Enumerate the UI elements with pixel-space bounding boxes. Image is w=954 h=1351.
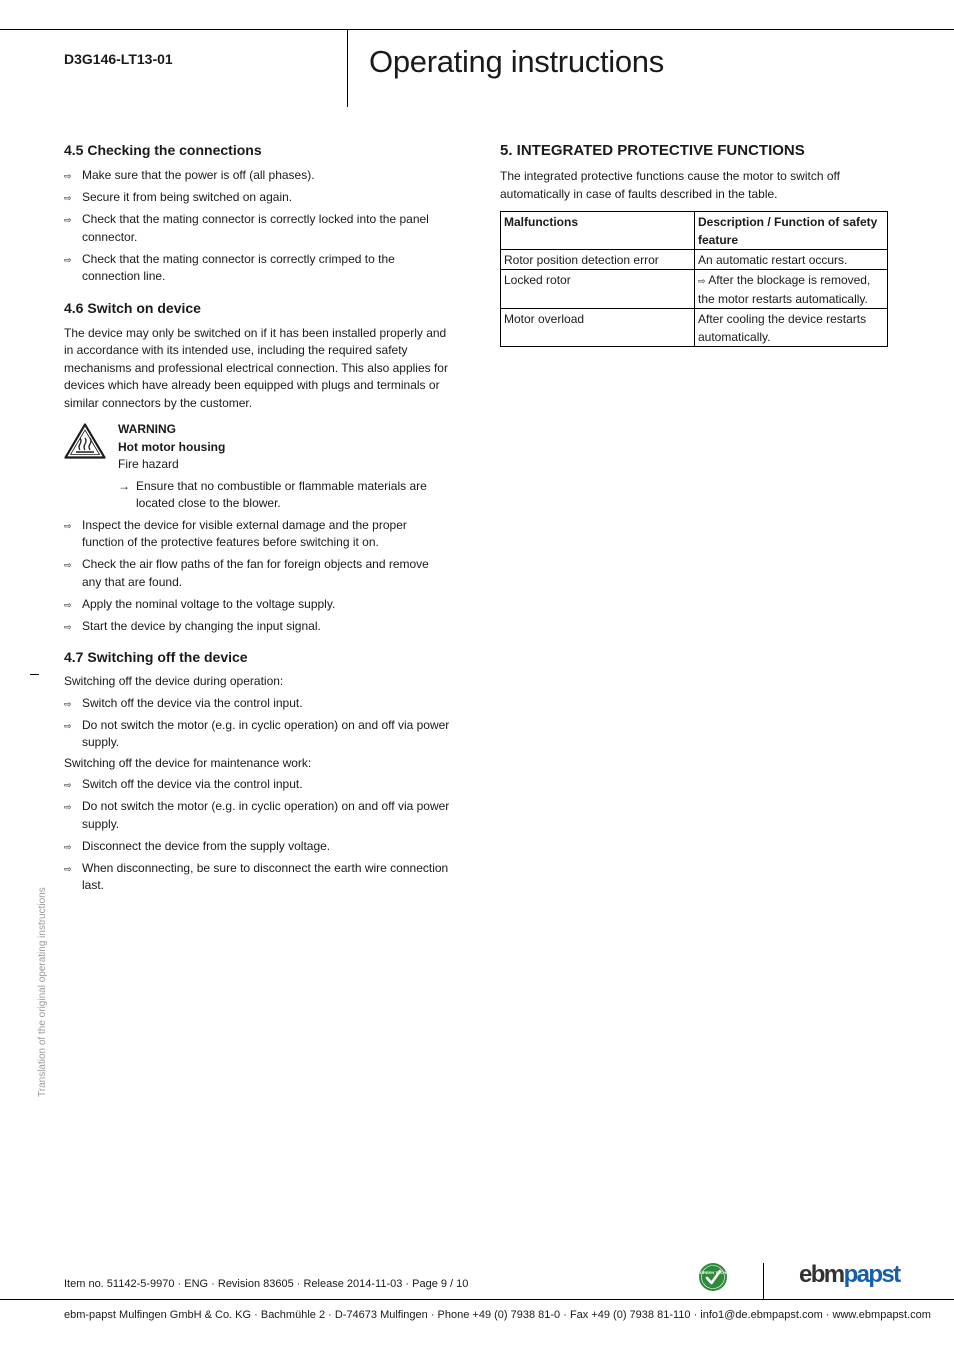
list-item: ⇨ Switch off the device via the control input. [64, 695, 450, 713]
arrow-right-icon: ⇨ [64, 215, 72, 225]
warning-subtitle: Fire hazard [118, 457, 179, 471]
table-cell: After cooling the device restarts automatically. [695, 309, 888, 347]
hot-surface-warning-icon [64, 423, 106, 459]
green-tech-logo-icon [698, 1262, 728, 1292]
brand-logo: ebmpapst [799, 1261, 900, 1288]
list-item: ⇨ Do not switch the motor (e.g. in cyclic operation) on and off via power supply. [64, 799, 450, 831]
checklist-switch-on [64, 517, 450, 636]
list-item: ⇨ Inspect the device for visible external damage and the proper function of the protective features before switching it on. [64, 517, 407, 549]
arrow-right-icon: ⇨ [64, 841, 72, 852]
list-item: ⇨ Disconnect the device from the supply voltage. [64, 838, 450, 856]
right-column [500, 142, 888, 347]
arrow-right-icon: ⇨ [64, 520, 72, 531]
long-arrow-icon: → [118, 478, 130, 493]
list-item: ⇨ Make sure that the power is off (all phases). [64, 167, 450, 185]
list-item: ⇨ Check that the mating connector is correctly locked into the panel connector. [64, 212, 429, 244]
footer-company-info: ebm-papst Mulfingen GmbH & Co. KG · Bachmühle 2 · D-74673 Mulfingen · Phone +49 (0) 7938 81-0 · Fax +49 (0) 7938 81-110 · info1@de.ebmpapst.com · www.ebmpapst.com [64, 1309, 931, 1321]
table-row [501, 270, 888, 309]
arrow-right-icon: ⇨ [64, 254, 72, 265]
list-item: ⇨ Check that the mating connector is correctly crimped to the connection line. [64, 251, 395, 283]
list-item: ⇨ Check the air flow paths of the fan for foreign objects and remove any that are found. [64, 557, 429, 589]
protective-functions-table [500, 211, 888, 347]
margin-mark [30, 674, 39, 675]
table-cell: An automatic restart occurs. [695, 250, 888, 270]
arrow-right-icon: ⇨ [64, 560, 72, 570]
list-item: ⇨ Secure it from being switched on again. [64, 189, 450, 207]
page-title: Operating instructions [369, 44, 664, 79]
arrow-right-icon: ⇨ [64, 698, 72, 709]
column-header-description: Description / Function of safety feature [695, 212, 888, 250]
side-note: Translation of the original operating instructions [37, 887, 48, 1097]
table-header-row [501, 212, 888, 250]
arrow-right-icon: ⇨ [698, 276, 706, 286]
checklist-switch-off-maintenance [64, 776, 450, 895]
warning-label: WARNING [118, 422, 176, 436]
table-cell: Motor overload [501, 309, 695, 347]
arrow-right-icon: ⇨ [64, 171, 72, 181]
table-row [501, 250, 888, 270]
list-item: ⇨ When disconnecting, be sure to disconnect the earth wire connection last. [64, 860, 449, 892]
arrow-right-icon: ⇨ [64, 802, 72, 812]
section-heading-5: 5. INTEGRATED PROTECTIVE FUNCTIONS [500, 142, 805, 159]
warning-block [64, 421, 450, 513]
checklist-switch-off-operation [64, 695, 450, 752]
list-item: ⇨ Apply the nominal voltage to the voltage supply. [64, 596, 450, 614]
arrow-right-icon: ⇨ [64, 720, 72, 731]
arrow-right-icon: ⇨ [64, 780, 72, 790]
left-column [64, 142, 450, 899]
header-top-rule [0, 29, 954, 30]
header-divider [347, 29, 348, 107]
section-heading-4-5: 4.5 Checking the connections [64, 142, 262, 158]
column-header-malfunctions: Malfunctions [501, 212, 695, 250]
table-cell: Rotor position detection error [501, 250, 695, 270]
logo-text: GREEN TECH [699, 1270, 727, 1275]
switch-off-intro-operation: Switching off the device during operation: [64, 674, 284, 688]
arrow-right-icon: ⇨ [64, 863, 72, 874]
list-item: ⇨ Switch off the device via the control input. [64, 776, 450, 794]
switch-on-paragraph: The device may only be switched on if it has been installed properly and in accordance with its intended use, including the required safety mechanisms and professional electrical connection. This also applies for devices which have already been equipped with plugs and terminals or similar connectors by the customer. [64, 325, 448, 410]
footer-logo-divider [763, 1263, 764, 1299]
warning-title: Hot motor housing [118, 439, 226, 454]
list-item: ⇨ Do not switch the motor (e.g. in cyclic operation) on and off via power supply. [64, 717, 450, 749]
protective-functions-paragraph: The integrated protective functions cause the motor to switch off automatically in case of faults described in the table. [500, 169, 840, 201]
warning-action: → Ensure that no combustible or flammable materials are located close to the blower. [118, 478, 427, 510]
model-number: D3G146-LT13-01 [64, 51, 173, 67]
checklist-connections [64, 167, 450, 286]
arrow-right-icon: ⇨ [64, 599, 72, 610]
arrow-right-icon: ⇨ [64, 193, 72, 203]
table-cell: ⇨ After the blockage is removed, the motor restarts automatically. [695, 270, 888, 309]
switch-off-intro-maintenance: Switching off the device for maintenance work: [64, 755, 312, 770]
table-cell: Locked rotor [501, 270, 695, 309]
section-heading-4-6: 4.6 Switch on device [64, 299, 201, 316]
footer-rule [0, 1299, 954, 1300]
arrow-right-icon: ⇨ [64, 621, 72, 632]
table-row [501, 309, 888, 347]
list-item: ⇨ Start the device by changing the input signal. [64, 618, 450, 636]
footer-item-info: Item no. 51142-5-9970 · ENG · Revision 83605 · Release 2014-11-03 · Page 9 / 10 [64, 1278, 469, 1290]
section-heading-4-7: 4.7 Switching off the device [64, 649, 248, 665]
